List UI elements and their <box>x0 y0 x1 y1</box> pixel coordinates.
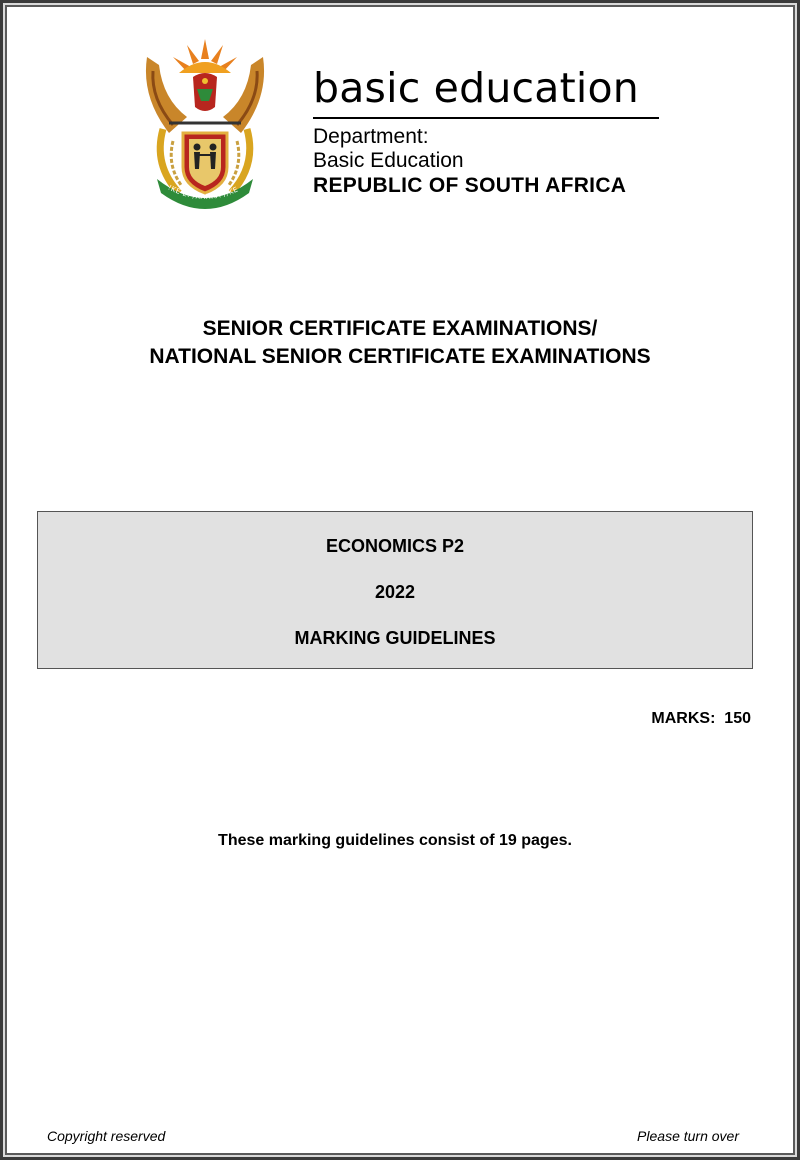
footer-turn-over: Please turn over <box>637 1128 739 1144</box>
department-brand <box>313 65 663 199</box>
coat-of-arms-icon <box>139 37 271 213</box>
crest-motto: !KE E: /XARRA //KE <box>166 183 240 202</box>
brand-divider <box>313 117 659 119</box>
exam-title <box>3 315 797 371</box>
subject-name: ECONOMICS P2 <box>325 536 465 556</box>
marks-label: MARKS: <box>651 710 716 727</box>
total-marks <box>651 710 751 728</box>
department-label: Department: <box>313 125 429 148</box>
brand-name: basic education <box>313 64 639 112</box>
page-count-note: These marking guidelines consist of 19 pages. <box>218 832 572 849</box>
footer-copyright: Copyright reserved <box>47 1128 166 1144</box>
subject-year: 2022 <box>374 582 416 602</box>
country-name: REPUBLIC OF SOUTH AFRICA <box>313 174 627 197</box>
document-type: MARKING GUIDELINES <box>294 628 496 648</box>
department-name: Basic Education <box>313 149 464 172</box>
marks-value: 150 <box>724 710 751 727</box>
exam-title-line1: SENIOR CERTIFICATE EXAMINATIONS/ <box>202 317 598 340</box>
exam-title-line2: NATIONAL SENIOR CERTIFICATE EXAMINATIONS <box>149 345 651 368</box>
subject-box <box>37 511 753 669</box>
